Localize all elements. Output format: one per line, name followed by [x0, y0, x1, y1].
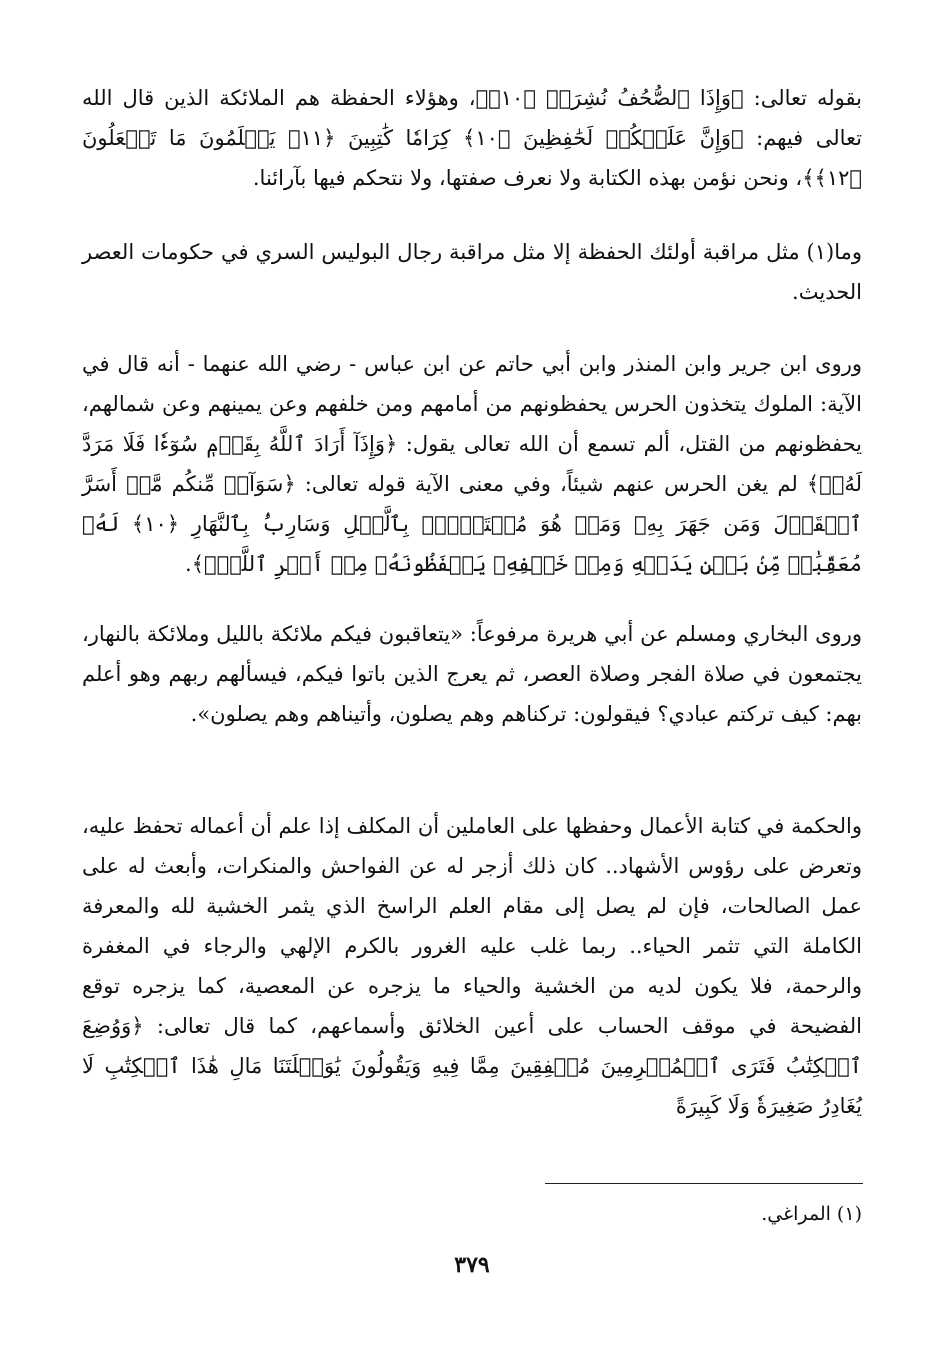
- paragraph-3: [82, 344, 862, 584]
- paragraph-text: وروى البخاري ومسلم عن أبي هريرة مرفوعاً: «يتعاقبون فيكم ملائكة بالليل وملائكة بالنهار، يجتمعون في صلاة الفجر وصلاة العصر، ثم يعرج الذين باتوا فيكم، فيسألهم ربهم وهو أعلم بهم: كيف تركتم عبادي؟ فيقولون: تركناهم وهم يصلون، وأتيناهم وهم يصلون».: [82, 622, 862, 726]
- paragraph-4: [82, 614, 862, 734]
- paragraph-text: وروى ابن جرير وابن المنذر وابن أبي حاتم عن ابن عباس - رضي الله عنهما - أنه قال في الآية: الملوك يتخذون الحرس يحفظونهم من أمامهم ومن خلفهم وعن يمينهم وعن شمالهم، يحفظونهم من القتل، ألم تسمع أن الله تعالى يقول: ﴿وَإِذَآ أَرَادَ ٱللَّهُ بِقَوۡمٖ سُوٓءٗا فَلَا مَرَدَّ لَهُۥۚ﴾ لم يغن الحرس عنهم شيئاً، وفي معنى الآية قوله تعالى: ﴿سَوَآءٞ مِّنكُم مَّنۡ أَسَرَّ ٱلۡقَوۡلَ وَمَن جَهَرَ بِهِۦ وَمَنۡ هُوَ مُسۡتَخۡفِۭ بِٱلَّيۡلِ وَسَارِبُۢ بِٱلنَّهَارِ ﴿١٠﴾ لَهُۥ مُعَقِّبَٰتٞ مِّنۢ بَيۡنِ يَدَيۡهِ وَمِنۡ خَلۡفِهِۦ يَحۡفَظُونَهُۥ مِنۡ أَمۡرِ ٱللَّهِۗ﴾.: [82, 352, 862, 576]
- paragraph-text: والحكمة في كتابة الأعمال وحفظها على العاملين أن المكلف إذا علم أن أعماله تحفظ عليه، وتعرض على رؤوس الأشهاد.. كان ذلك أزجر له عن الفواحش والمنكرات، وأبعث له على عمل الصالحات، فإن لم يصل إلى مقام العلم الراسخ الذي يثمر الخشية لله والمعرفة الكاملة التي تثمر الحياء.. ربما غلب عليه الغرور بالكرم الإلهي والرجاء في المغفرة والرحمة، فلا يكون لديه من الخشية والحياء ما يزجره عن المعصية، كما يزجره توقع الفضيحة في موقف الحساب على أعين الخلائق وأسماعهم، كما قال تعالى: ﴿وَوُضِعَ ٱلۡكِتَٰبُ فَتَرَى ٱلۡمُجۡرِمِينَ مُشۡفِقِينَ مِمَّا فِيهِ وَيَقُولُونَ يَٰوَيۡلَتَنَا مَالِ هَٰذَا ٱلۡكِتَٰبِ لَا يُغَادِرُ صَغِيرَةٗ وَلَا كَبِيرَةً: [82, 814, 862, 1118]
- page-number: ٣٧٩: [454, 1252, 490, 1278]
- paragraph-text: وما(١) مثل مراقبة أولئك الحفظة إلا مثل مراقبة رجال البوليس السري في حكومات العصر الحديث.: [82, 240, 862, 304]
- paragraph-5: [82, 806, 862, 1126]
- paragraph-text: بقوله تعالى: ﴿وَإِذَا ٱلصُّحُفُ نُشِرَتۡ ﴿١٠﴾﴾، وهؤلاء الحفظة هم الملائكة الذين قال الله تعالى فيهم: ﴿وَإِنَّ عَلَيۡكُمۡ لَحَٰفِظِينَ ﴿١٠﴾ كِرَامٗا كَٰتِبِينَ ﴿١١﴾ يَعۡلَمُونَ مَا تَفۡعَلُونَ ﴿١٢﴾﴾، ونحن نؤمن بهذه الكتابة ولا نعرف صفتها، ولا نتحكم فيها بآرائنا.: [82, 86, 862, 190]
- footnote-divider: [545, 1183, 863, 1184]
- footnote: (١) المراغي.: [761, 1203, 862, 1225]
- paragraph-1: [82, 78, 862, 198]
- paragraph-2: [82, 232, 862, 312]
